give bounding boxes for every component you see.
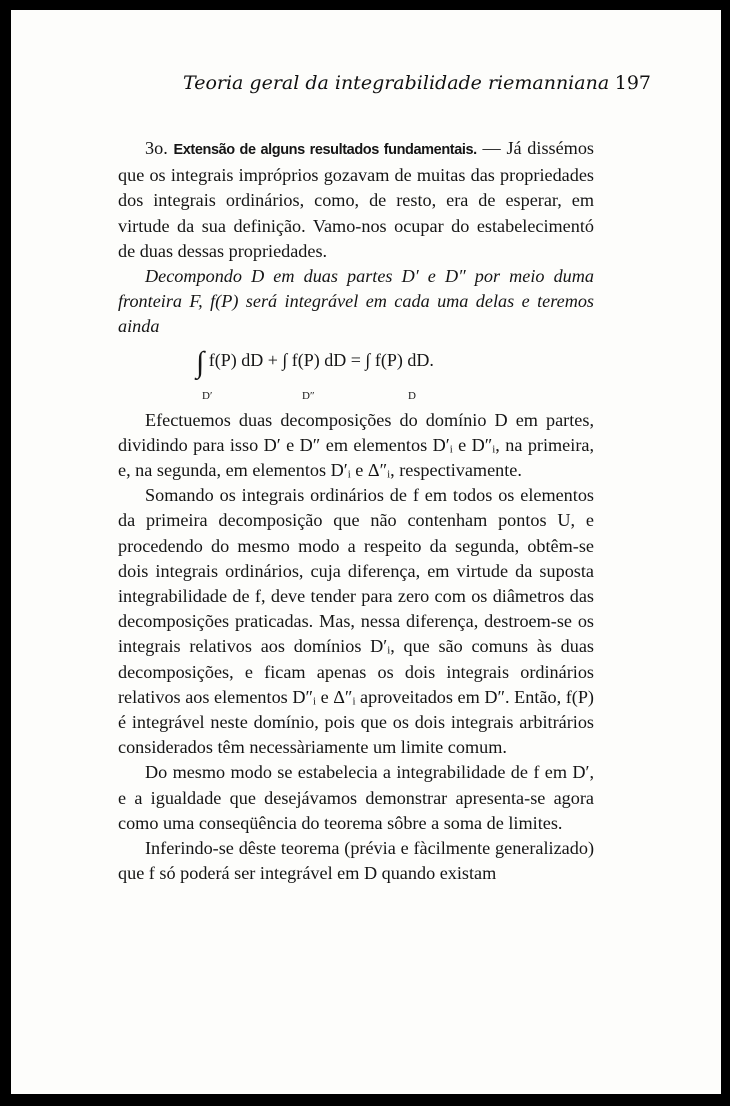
- paragraph-3: Efectuemos duas decomposições do domínio D em partes, dividindo para isso D′ e D″ em elementos D′ᵢ e D″ᵢ, na primeira, e, na segunda, em elementos D′ᵢ e Δ″ᵢ, respectivamente.: [118, 409, 594, 481]
- body-text: [118, 136, 594, 886]
- paragraph-4: Somando os integrais ordinários de f em todos os elementos da primeira decomposição que não contenham pontos U, e procedendo do mesmo modo a respeito da segunda, obtêm-se dois integrais ordinários, cuja diferença, em virtude da suposta integrabilidade de f, deve tender para zero com os diâmetros das decomposições praticadas. Mas, nessa diferença, destroem-se os integrais relativos aos domínios D′ᵢ, que são comuns às duas decomposições, e ficam apenas os dois integrais ordinários relativos aos elementos D″ᵢ e Δ″ᵢ aproveitados em D″. Então, f(P) é integrável neste domínio, pois que os dois integrais arbitrários considerados têm necessàriamente um limite comum.: [118, 485, 594, 758]
- formula-line: [196, 345, 434, 379]
- formula-domain-3: D: [408, 389, 416, 402]
- paragraph-5: Do mesmo modo se estabelecia a integrabilidade de f em D′, e a igualdade que desejávamos demonstrar apresenta-se agora como uma conseqüência do teorema sôbre a soma de limites.: [118, 762, 594, 833]
- running-title: Teoria geral da integrabilidade riemanniana: [183, 72, 610, 94]
- integral-sign-icon: ∫: [196, 345, 205, 379]
- integral-equation: [118, 344, 594, 404]
- page: [11, 10, 721, 1094]
- section-title: Extensão de alguns resultados fundamentais.: [173, 142, 477, 158]
- paragraph-1-text: — Já dissémos que os integrais impróprios gozavam de muitas das propriedades dos integrais ordinários, como, de resto, era de esperar, em virtude da sua definição. Vamo-nos ocupar do estabelecimentó de duas dessas propriedades.: [118, 138, 594, 261]
- paragraph-2: Decompondo D em duas partes D′ e D″ por meio duma fronteira F, f(P) será integrável em cada uma delas e teremos ainda: [118, 266, 594, 337]
- running-header: [111, 72, 651, 104]
- formula-text: f(P) dD + ∫ f(P) dD = ∫ f(P) dD.: [208, 349, 434, 370]
- paragraph-1: [118, 136, 594, 264]
- section-number: 3o.: [145, 138, 168, 158]
- formula-domain-1: D′: [202, 389, 213, 402]
- page-number: 197: [614, 72, 651, 94]
- paragraph-6: Inferindo-se dêste teorema (prévia e fàcilmente generalizado) que f só poderá ser integrável em D quando existam: [118, 838, 594, 884]
- formula-domain-2: D″: [302, 389, 315, 402]
